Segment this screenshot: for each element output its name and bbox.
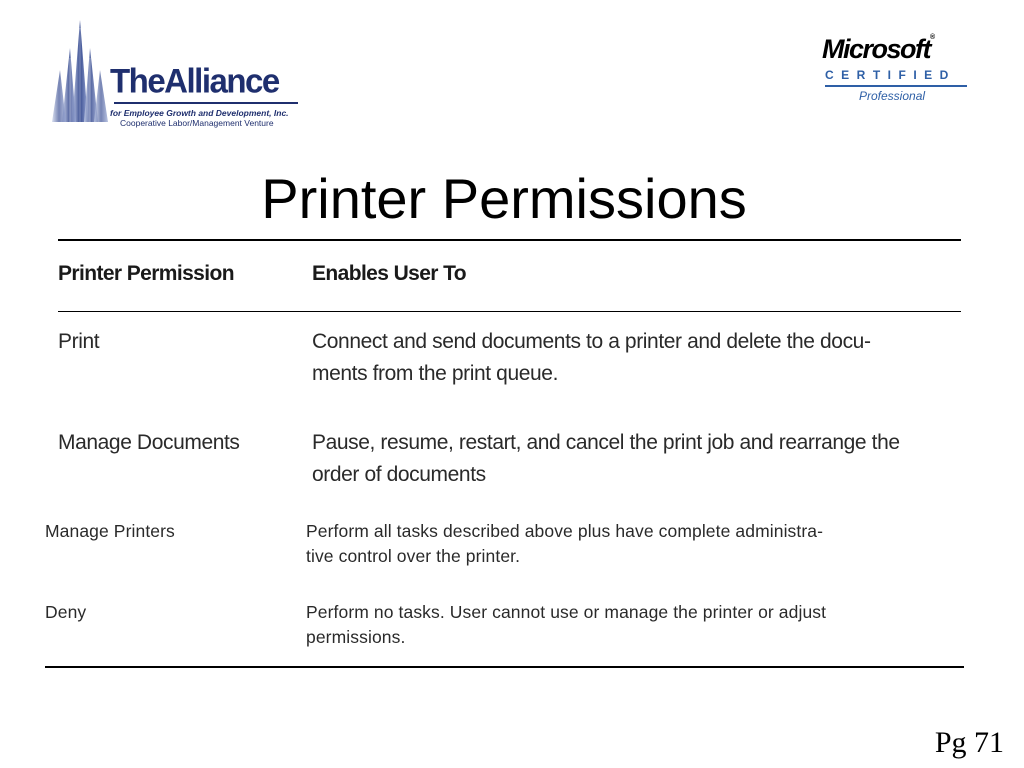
table-row-deny-description-line2: permissions.	[306, 627, 406, 647]
mcp-divider	[825, 85, 967, 87]
registered-mark-icon: ®	[930, 34, 934, 41]
alliance-divider	[114, 102, 298, 104]
table-row-manage-printers-description-line1: Perform all tasks described above plus have complete administra-	[306, 521, 824, 541]
table-row-deny-description-line1: Perform no tasks. User cannot use or manage the printer or adjust	[306, 602, 827, 622]
table-row-manage-documents-permission: Manage Documents	[58, 431, 240, 454]
table-top-rule	[58, 239, 961, 241]
certified-label: CERTIFIED	[825, 68, 956, 82]
page-number: Pg 71	[934, 726, 1004, 759]
table-row-manage-documents-description-line1: Pause, resume, restart, and cancel the print job and rearrange the	[312, 431, 900, 454]
mcp-logo	[822, 34, 972, 110]
header-rule	[58, 311, 961, 312]
alliance-tagline: Cooperative Labor/Management Venture	[120, 118, 274, 128]
alliance-spires-icon	[48, 18, 112, 126]
microsoft-wordmark	[822, 34, 934, 65]
table-row-deny-permission: Deny	[45, 602, 87, 622]
header-printer-permission: Printer Permission	[58, 262, 234, 285]
table-row-manage-documents-description-line2: order of documents	[312, 463, 486, 486]
microsoft-brand-text: Microsoft	[822, 34, 930, 64]
alliance-logo	[48, 18, 308, 126]
table-row-print-permission: Print	[58, 330, 100, 353]
table-bottom-rule	[45, 666, 964, 668]
table-row-print-description-line1: Connect and send documents to a printer and delete the docu-	[312, 330, 871, 353]
alliance-subtitle: for Employee Growth and Development, Inc.	[110, 108, 289, 118]
slide-title: Printer Permissions	[261, 166, 747, 230]
table-row-manage-printers-permission: Manage Printers	[45, 521, 175, 541]
professional-label: Professional	[859, 89, 926, 103]
table-row-manage-printers-description-line2: tive control over the printer.	[306, 546, 521, 566]
header-enables-user-to: Enables User To	[312, 262, 466, 285]
table-row-print-description-line2: ments from the print queue.	[312, 362, 558, 385]
alliance-wordmark: TheAlliance	[110, 61, 279, 100]
